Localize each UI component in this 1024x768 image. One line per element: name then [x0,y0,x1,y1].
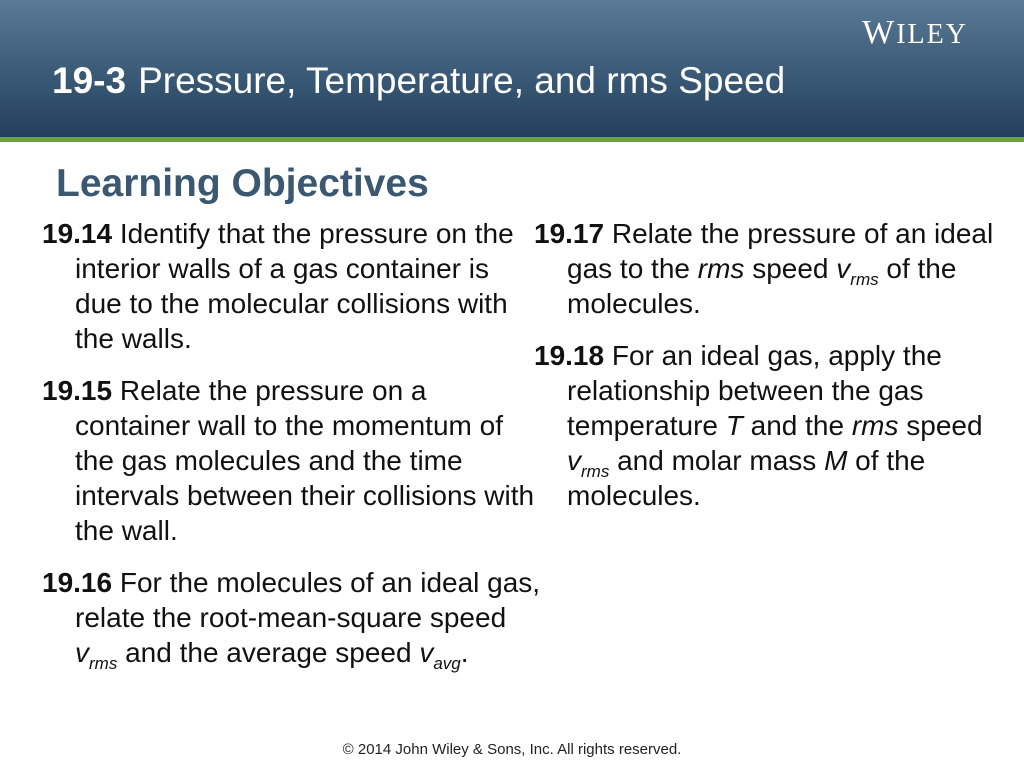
objective-number: 19.14 [42,218,113,249]
objective-19-15 [42,373,542,548]
objective-19-17: 19.17 Relate the pressure of an ideal gas to the rms speed $v_{rms}$ of the molecules. [534,218,994,319]
copyright-footer: © 2014 John Wiley & Sons, Inc. All rights reserved. [342,741,682,758]
header-banner [0,0,1024,137]
section-title-text: Pressure, Temperature, and rms Speed [138,60,786,101]
objective-number: 19.16 [42,567,113,598]
molar-mass-symbol: M [824,445,848,476]
objective-number: 19.17 [534,218,605,249]
v-avg-symbol: v [419,637,434,668]
v-rms-symbol: v [836,253,851,284]
objectives-left-column [42,216,542,687]
objectives-right-column [534,216,994,530]
objective-number: 19.15 [42,375,113,406]
objective-19-18: 19.18 For an ideal gas, apply the relationship between the gas temperature T and the rms speed $v_{rms}$ and molar mass M of the molecules. [534,340,983,511]
wiley-logo: WILEY [862,14,968,51]
objective-19-14 [42,216,542,356]
v-rms-symbol: v [75,637,89,668]
section-number: 19-3 [52,60,127,101]
header-divider [0,137,1024,142]
learning-objectives-heading: Learning Objectives [56,162,429,205]
page-title [52,60,785,102]
temperature-symbol: T [725,410,743,441]
v-rms-symbol: v [567,445,581,476]
objective-text: Identify that the pressure on the interior walls of a gas container is due to the molecular collisions with the walls. [75,218,514,354]
objective-number: 19.18 [534,340,605,371]
objective-text: Relate the pressure on a container wall to the momentum of the gas molecules and the time intervals between their collisions with the wall. [75,375,535,546]
objective-19-16: 19.16 For the molecules of an ideal gas, relate the root-mean-square speed $v_{rms}$ and the average speed $v_{avg}$. [42,567,541,673]
